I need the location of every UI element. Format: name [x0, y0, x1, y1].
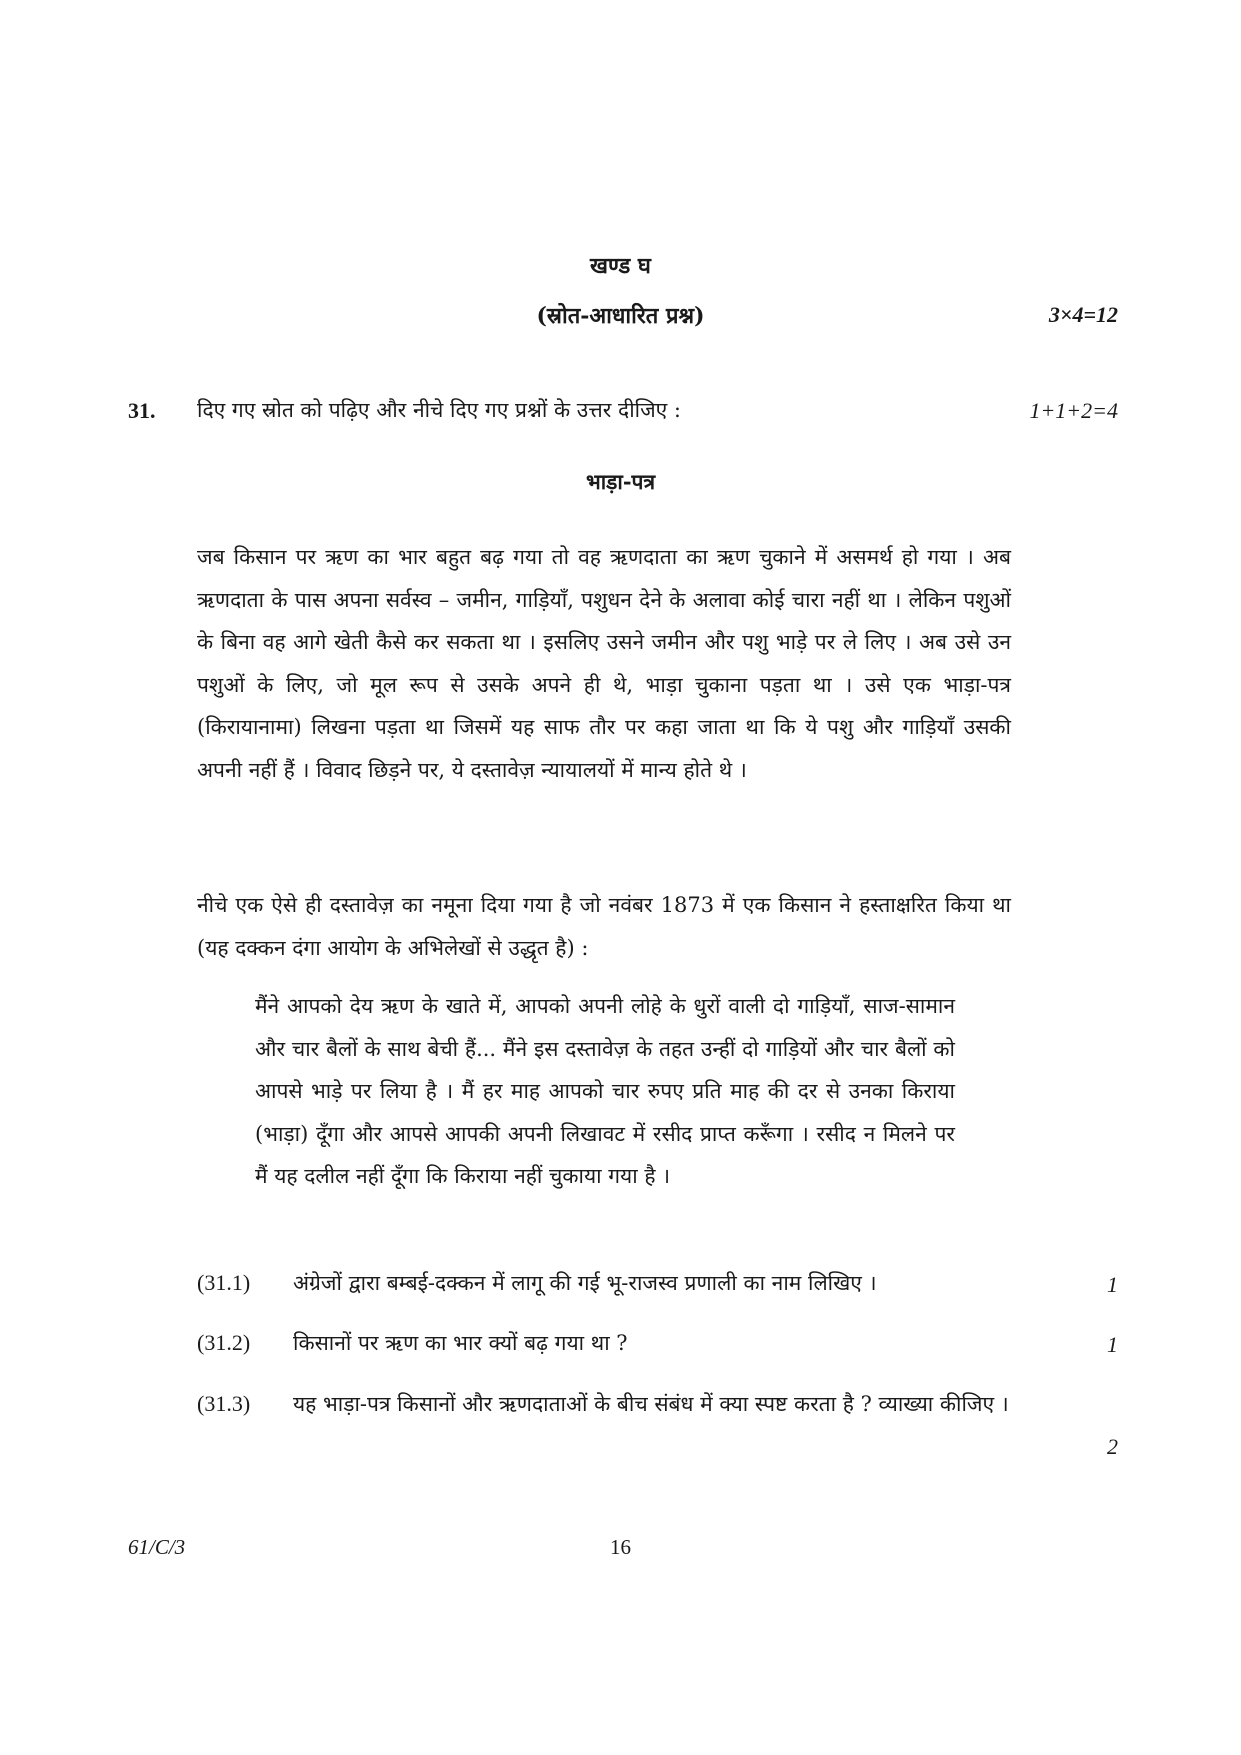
- page-number: 16: [610, 1535, 631, 1559]
- question-instruction: दिए गए स्रोत को पढ़िए और नीचे दिए गए प्रश्नों के उत्तर दीजिए :: [197, 398, 682, 422]
- section-title: खण्ड घ: [590, 253, 651, 279]
- sub-question-marks: 1: [1107, 1272, 1118, 1297]
- sub-question-text: किसानों पर ऋण का भार क्यों बढ़ गया था ?: [293, 1331, 628, 1355]
- sub-question-marks: 2: [1107, 1434, 1118, 1459]
- sub-question-number: (31.1): [197, 1270, 251, 1295]
- source-title: भाड़ा-पत्र: [585, 469, 656, 494]
- sub-question-marks: 1: [1107, 1332, 1118, 1357]
- sub-question-text: यह भाड़ा-पत्र किसानों और ऋणदाताओं के बीच संबंध में क्या स्पष्ट करता है ? व्याख्या कीजिए ।: [293, 1392, 1009, 1416]
- paper-code: 61/C/3: [128, 1535, 186, 1559]
- sub-question-number: (31.2): [197, 1330, 251, 1355]
- source-quote: मैंने आपको देय ऋण के खाते में, आपको अपनी लोहे के धुरों वाली दो गाड़ियाँ, साज-सामान और चार बैलों के साथ बेची हैं... मैंने इस दस्तावेज़ के तहत उन्हीं दो गाड़ियों और चार बैलों को आपसे भाड़े पर लिया है । मैं हर माह आपको चार रुपए प्रति माह की दर से उनका किराया (भाड़ा) दूँगा और आपसे आपकी अपनी लिखावट में रसीद प्राप्त करूँगा । रसीद न मिलने पर मैं यह दलील नहीं दूँगा कि किराया नहीं चुकाया गया है ।: [255, 994, 955, 1188]
- sub-question-number: (31.3): [197, 1391, 251, 1416]
- sub-question-text: अंग्रेजों द्वारा बम्बई-दक्कन में लागू की गई भू-राजस्व प्रणाली का नाम लिखिए ।: [293, 1271, 877, 1295]
- section-subtitle: (स्रोत-आधारित प्रश्न): [536, 303, 705, 329]
- section-marks: 3×4=12: [1048, 302, 1118, 327]
- question-number: 31.: [128, 398, 156, 423]
- source-paragraph-2: नीचे एक ऐसे ही दस्तावेज़ का नमूना दिया गया है जो नवंबर 1873 में एक किसान ने हस्ताक्षरित किया था (यह दक्कन दंगा आयोग के अभिलेखों से उद्धृत है) :: [197, 893, 1011, 960]
- source-paragraph-1: जब किसान पर ऋण का भार बहुत बढ़ गया तो वह ऋणदाता का ऋण चुकाने में असमर्थ हो गया । अब ऋणदाता के पास अपना सर्वस्व – जमीन, गाड़ियाँ, पशुधन देने के अलावा कोई चारा नहीं था । लेकिन पशुओं के बिना वह आगे खेती कैसे कर सकता था । इसलिए उसने जमीन और पशु भाड़े पर ले लिए । अब उसे उन पशुओं के लिए, जो मूल रूप से उसके अपने ही थे, भाड़ा चुकाना पड़ता था । उसे एक भाड़ा-पत्र (किरायानामा) लिखना पड़ता था जिसमें यह साफ तौर पर कहा जाता था कि ये पशु और गाड़ियाँ उसकी अपनी नहीं हैं । विवाद छिड़ने पर, ये दस्तावेज़ न्यायालयों में मान्य होते थे ।: [197, 545, 1011, 782]
- question-marks: 1+1+2=4: [1029, 398, 1118, 423]
